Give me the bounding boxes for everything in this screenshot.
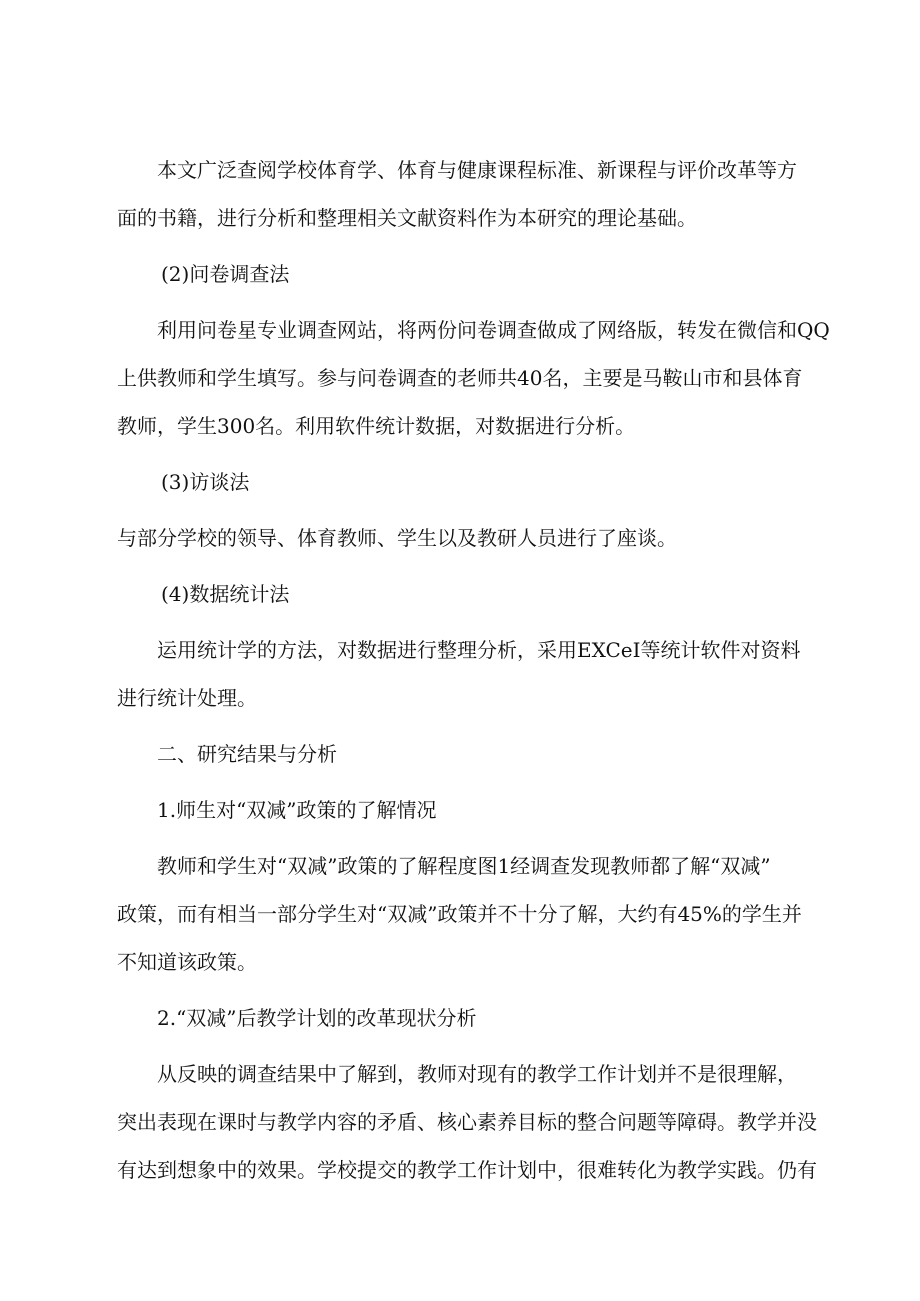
paragraph-teaching-plan-line-2: 突出表现在课时与教学内容的矛盾、核心素养目标的整合问题等障碍。教学并没 <box>117 1110 817 1134</box>
paragraph-statistics-line-2: 进行统计处理。 <box>117 686 257 710</box>
heading-results-analysis: 二、研究结果与分析 <box>157 742 337 766</box>
paragraph-awareness-line-3: 不知道该政策。 <box>117 950 257 974</box>
heading-interview-method: (3)访谈法 <box>161 470 250 494</box>
paragraph-questionnaire-line-1: 利用问卷星专业调查网站，将两份问卷调查做成了网络版，转发在微信和QQ <box>157 318 830 342</box>
heading-policy-awareness: 1.师生对“双减”政策的了解情况 <box>157 798 437 822</box>
paragraph-awareness-line-2: 政策，而有相当一部分学生对“双减”政策并不十分了解，大约有45%的学生并 <box>117 902 802 926</box>
heading-questionnaire-method: (2)问卷调查法 <box>161 262 290 286</box>
paragraph-awareness-line-1: 教师和学生对“双减”政策的了解程度图1经调查发现教师都了解“双减” <box>157 854 771 878</box>
paragraph-literature-line-1: 本文广泛查阅学校体育学、体育与健康课程标准、新课程与评价改革等方 <box>157 158 797 182</box>
heading-teaching-plan-reform: 2.“双减”后教学计划的改革现状分析 <box>157 1006 477 1030</box>
paragraph-questionnaire-line-2: 上供教师和学生填写。参与问卷调查的老师共40名，主要是马鞍山市和县体育 <box>117 366 803 390</box>
paragraph-statistics-line-1: 运用统计学的方法，对数据进行整理分析，采用EXCeI等统计软件对资料 <box>157 638 801 662</box>
paragraph-teaching-plan-line-1: 从反映的调查结果中了解到，教师对现有的教学工作计划并不是很理解， <box>157 1062 797 1086</box>
paragraph-teaching-plan-line-3: 有达到想象中的效果。学校提交的教学工作计划中，很难转化为教学实践。仍有 <box>117 1158 817 1182</box>
heading-statistics-method: (4)数据统计法 <box>161 582 290 606</box>
paragraph-literature-line-2: 面的书籍，进行分析和整理相关文献资料作为本研究的理论基础。 <box>117 206 697 230</box>
paragraph-questionnaire-line-3: 教师，学生300名。利用软件统计数据，对数据进行分析。 <box>117 414 636 438</box>
paragraph-interview-line-1: 与部分学校的领导、体育教师、学生以及教研人员进行了座谈。 <box>117 526 677 550</box>
